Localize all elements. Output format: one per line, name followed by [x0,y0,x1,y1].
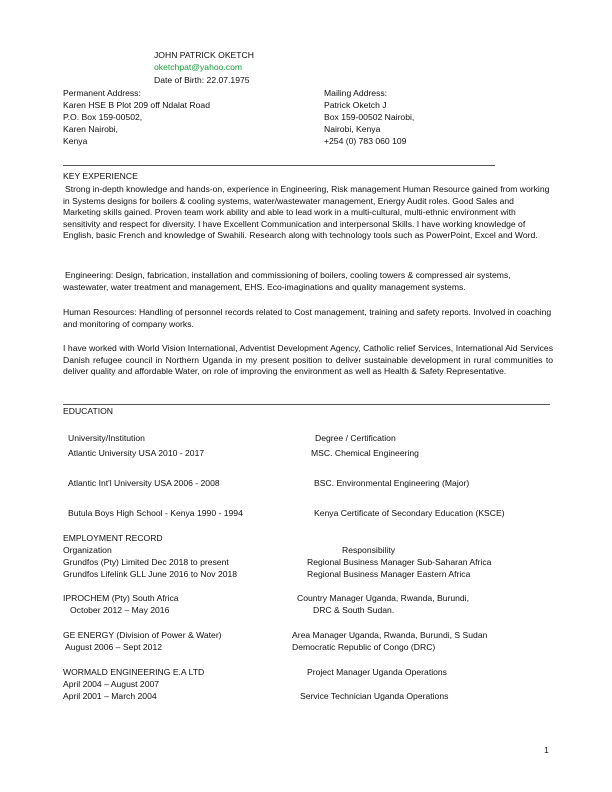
header-divider [63,165,495,166]
col-degree: Degree / Certification [315,433,396,443]
education-institution: Atlantic Int'l University USA 2006 - 2008 [68,478,220,488]
address-line: Karen HSE B Plot 209 off Ndalat Road [63,100,210,110]
col-institution: University/Institution [68,433,145,443]
employment-org: Grundfos (Pty) Limited Dec 2018 to present [63,557,229,567]
email-link[interactable]: oketchpat@yahoo.com [154,62,243,72]
col-responsibility: Responsibility [342,545,396,555]
employment-heading: EMPLOYMENT RECORD [63,533,163,543]
employment-dates: August 2006 – Sept 2012 [65,642,162,652]
permanent-address [63,87,210,147]
education-divider [63,404,550,405]
experience-paragraph: Strong in-depth knowledge and hands-on, experience in Engineering, Risk management Human Resource gained from working in Systems designs for boilers & cooling systems, water/wastewater management, Energy Audit roles. Good Sales and Marketing skills gained. Proven team work ability and able to lead work in a multi-cultural, multi-ethnic environment with sensitivity and respect for diversity. I have Excellent Communication and interpersonal Skills. I have working knowledge of English, basic French and knowledge of Swahili. Research along with technology tools such as PowerPoint, Excel and Word. [63,184,550,241]
permanent-address-title: Permanent Address: [63,88,141,98]
education-degree: MSC. Chemical Engineering [311,448,419,458]
experience-paragraph: Human Resources: Handling of personnel records related to Cost management, training and safety reports. Involved in coaching and monitoring of company works. [63,307,552,329]
key-experience-heading: KEY EXPERIENCE [63,171,138,181]
address-line: +254 (0) 783 060 109 [324,136,407,146]
address-line: P.O. Box 159-00502, [63,112,143,122]
employment-org: GE ENERGY (Division of Power & Water) [63,630,222,640]
date-of-birth: Date of Birth: 22.07.1975 [154,75,250,85]
education-degree: BSC. Environmental Engineering (Major) [314,478,470,488]
address-line: Nairobi, Kenya [324,124,381,134]
address-line: Kenya [63,136,88,146]
employment-role: Service Technician Uganda Operations [300,691,449,701]
mailing-address [324,87,414,147]
education-degree: Kenya Certificate of Secondary Education (KSCE) [314,508,505,518]
address-line: Karen Nairobi, [63,124,118,134]
address-line: Box 159-00502 Nairobi, [324,112,415,122]
employment-role: Country Manager Uganda, Rwanda, Burundi, [297,593,469,603]
employment-org: IPROCHEM (Pty) South Africa [63,593,179,603]
experience-paragraph: I have worked with World Vision International, Adventist Development Agency, Catholic relief Services, International Aid Services Danish refugee council in Northern Uganda in my present position to deliver sustainable development in rural communities to deliver quality and affordable Water, on role of improving the environment as well as Health & Safety Representative. [63,343,553,377]
employment-role: Democratic Republic of Congo (DRC) [292,642,436,652]
employment-role: Area Manager Uganda, Rwanda, Burundi, S Sudan [292,630,488,640]
education-institution: Atlantic University USA 2010 - 2017 [68,448,205,458]
employment-role: Regional Business Manager Eastern Africa [307,569,471,579]
education-institution: Butula Boys High School - Kenya 1990 - 1994 [68,508,243,518]
col-organization: Organization [63,545,112,555]
education-heading: EDUCATION [63,406,113,416]
mailing-address-title: Mailing Address: [324,88,388,98]
address-line: Patrick Oketch J [324,100,387,110]
candidate-name: JOHN PATRICK OKETCH [154,50,254,60]
employment-dates: April 2004 – August 2007 [63,679,160,689]
employment-role: DRC & South Sudan. [313,605,395,615]
page-number: 1 [544,745,549,755]
employment-role: Regional Business Manager Sub-Saharan Africa [307,557,492,567]
employment-role: Project Manager Uganda Operations [307,667,447,677]
experience-paragraph: Engineering: Design, fabrication, installation and commissioning of boilers, cooling towers & compressed air systems, wastewater, water treatment and management, EHS. Eco-imaginations and quality management systems. [63,270,511,292]
employment-org: Grundfos Lifelink GLL June 2016 to Nov 2018 [63,569,238,579]
employment-dates: October 2012 – May 2016 [70,605,170,615]
employment-org: WORMALD ENGINEERING E.A LTD [63,667,205,677]
employment-dates: April 2001 – March 2004 [63,691,157,701]
